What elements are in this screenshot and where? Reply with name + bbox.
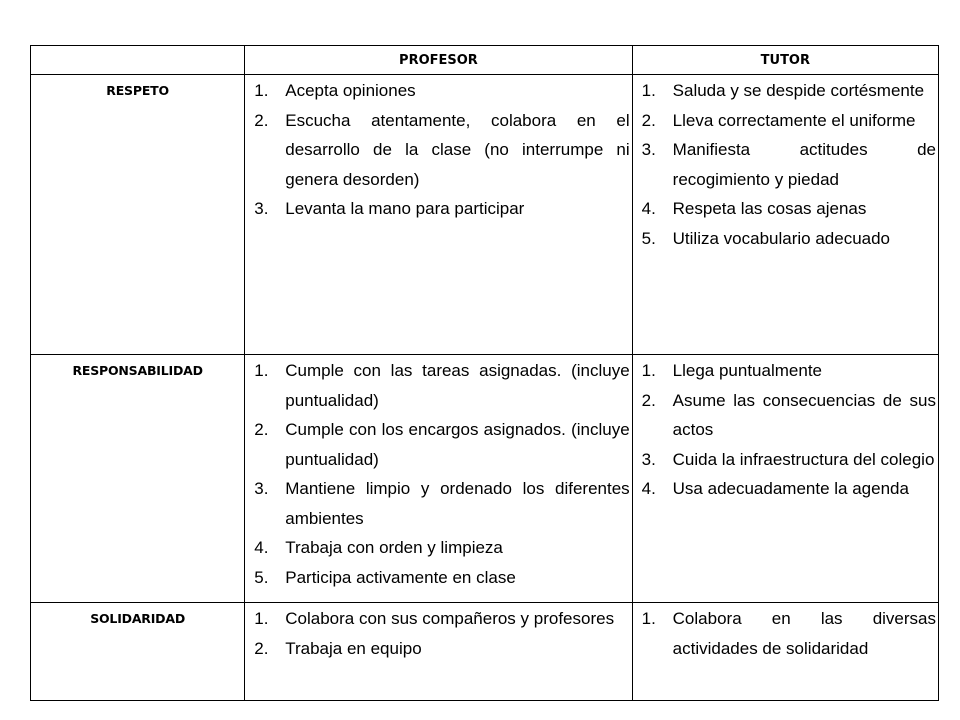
tutor-cell bbox=[632, 355, 938, 603]
tutor-list bbox=[633, 76, 938, 253]
table-row bbox=[31, 603, 939, 701]
profesor-list bbox=[245, 604, 631, 663]
tutor-cell bbox=[632, 75, 938, 355]
list-item: Cumple con las tareas asignadas. (incluye puntualidad) bbox=[285, 361, 630, 410]
list-item: Colabora con sus compañeros y profesores bbox=[285, 609, 615, 628]
row-label-respeto: RESPETO bbox=[31, 75, 245, 355]
tutor-list bbox=[633, 604, 938, 663]
header-row bbox=[31, 46, 939, 75]
profesor-cell bbox=[245, 603, 632, 701]
row-label-solidaridad: SOLIDARIDAD bbox=[31, 603, 245, 701]
list-item: Llega puntualmente bbox=[672, 361, 822, 380]
list-item: Usa adecuadamente la agenda bbox=[672, 479, 909, 498]
profesor-list bbox=[245, 76, 631, 224]
list-item: Acepta opiniones bbox=[285, 81, 416, 100]
list-item: Saluda y se despide cortésmente bbox=[672, 81, 925, 100]
table-row bbox=[31, 75, 939, 355]
header-profesor: PROFESOR bbox=[245, 46, 632, 75]
list-item: Lleva correctamente el uniforme bbox=[672, 110, 916, 130]
list-item: Trabaja con orden y limpieza bbox=[285, 538, 503, 557]
header-empty-cell bbox=[31, 46, 245, 75]
list-item: Trabaja en equipo bbox=[285, 638, 422, 658]
header-tutor: TUTOR bbox=[632, 46, 938, 75]
list-item: Cuida la infraestructura del colegio bbox=[672, 449, 935, 469]
list-item: Cumple con los encargos asignados. (incluye puntualidad) bbox=[285, 420, 630, 469]
list-item: Escucha atentamente, colabora en el desarrollo de la clase (no interrumpe ni genera desorden) bbox=[285, 110, 630, 189]
tutor-cell bbox=[632, 603, 938, 701]
list-item: Participa activamente en clase bbox=[285, 567, 516, 587]
profesor-cell bbox=[245, 75, 632, 355]
profesor-list bbox=[245, 356, 631, 592]
list-item: Utiliza vocabulario adecuado bbox=[672, 228, 891, 248]
table-row bbox=[31, 355, 939, 603]
row-label-responsabilidad: RESPONSABILIDAD bbox=[31, 355, 245, 603]
criteria-table bbox=[30, 45, 939, 701]
list-item: Manifiesta actitudes de recogimiento y piedad bbox=[672, 140, 936, 189]
list-item: Colabora en las diversas actividades de solidaridad bbox=[672, 609, 936, 658]
list-item: Asume las consecuencias de sus actos bbox=[672, 390, 936, 439]
list-item: Levanta la mano para participar bbox=[285, 199, 525, 218]
tutor-list bbox=[633, 356, 938, 504]
list-item: Respeta las cosas ajenas bbox=[672, 199, 867, 218]
list-item: Mantiene limpio y ordenado los diferentes ambientes bbox=[285, 479, 630, 528]
profesor-cell bbox=[245, 355, 632, 603]
